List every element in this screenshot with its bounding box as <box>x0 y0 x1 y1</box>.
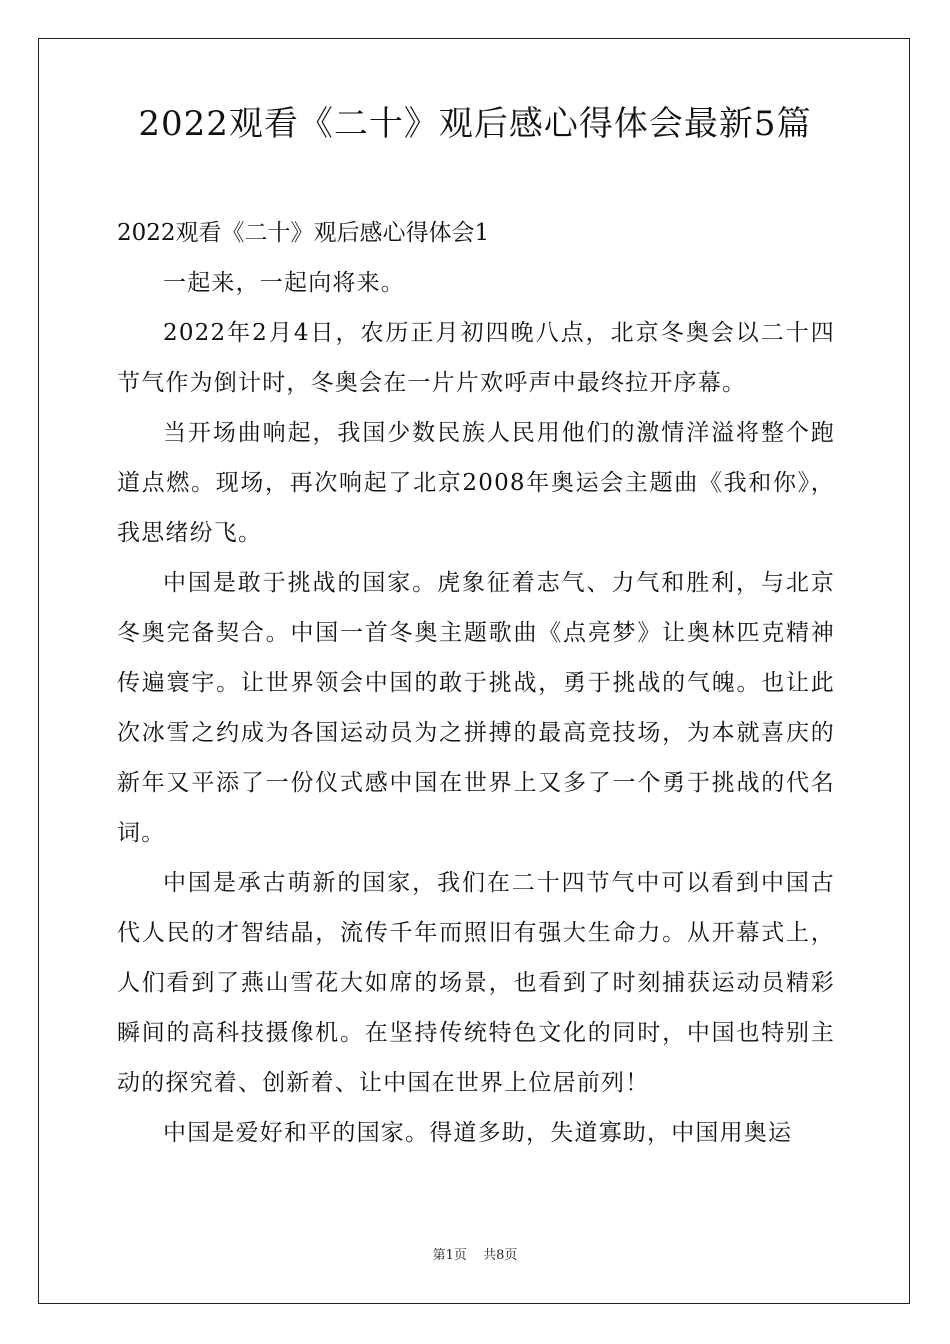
paragraph: 一起来，一起向将来。 <box>163 270 405 296</box>
page-footer <box>0 1247 950 1265</box>
page-number: 第1页 <box>432 1248 467 1263</box>
document-body <box>117 208 835 1158</box>
paragraph: 2022年2月4日，农历正月初四晚八点，北京冬奥会以二十四节气作为倒计时，冬奥会在一片片欢呼声中最终拉开序幕。 <box>117 320 835 396</box>
paragraph: 中国是承古萌新的国家，我们在二十四节气中可以看到中国古代人民的才智结晶，流传千年而照旧有强大生命力。从开幕式上，人们看到了燕山雪花大如席的场景，也看到了时刻捕获运动员精彩瞬间的高科技摄像机。在坚持传统特色文化的同时，中国也特别主动的探究着、创新着、让中国在世界上位居前列！ <box>117 870 835 1096</box>
paragraph: 中国是爱好和平的国家。得道多助，失道寡助，中国用奥运 <box>163 1120 793 1146</box>
document-title: 2022观看《二十》观后感心得体会最新5篇 <box>138 104 812 144</box>
section-heading: 2022观看《二十》观后感心得体会1 <box>117 220 490 246</box>
paragraph: 中国是敢于挑战的国家。虎象征着志气、力气和胜利，与北京冬奥完备契合。中国一首冬奥主题歌曲《点亮梦》让奥林匹克精神传遍寰宇。让世界领会中国的敢于挑战，勇于挑战的气魄。也让此次冰雪之约成为各国运动员为之拼搏的最高竞技场，为本就喜庆的新年又平添了一份仪式感中国在世界上又多了一个勇于挑战的代名词。 <box>117 570 835 846</box>
page-total: 共8页 <box>483 1248 518 1263</box>
paragraph: 当开场曲响起，我国少数民族人民用他们的激情洋溢将整个跑道点燃。现场，再次响起了北京2008年奥运会主题曲《我和你》，我思绪纷飞。 <box>117 420 835 546</box>
